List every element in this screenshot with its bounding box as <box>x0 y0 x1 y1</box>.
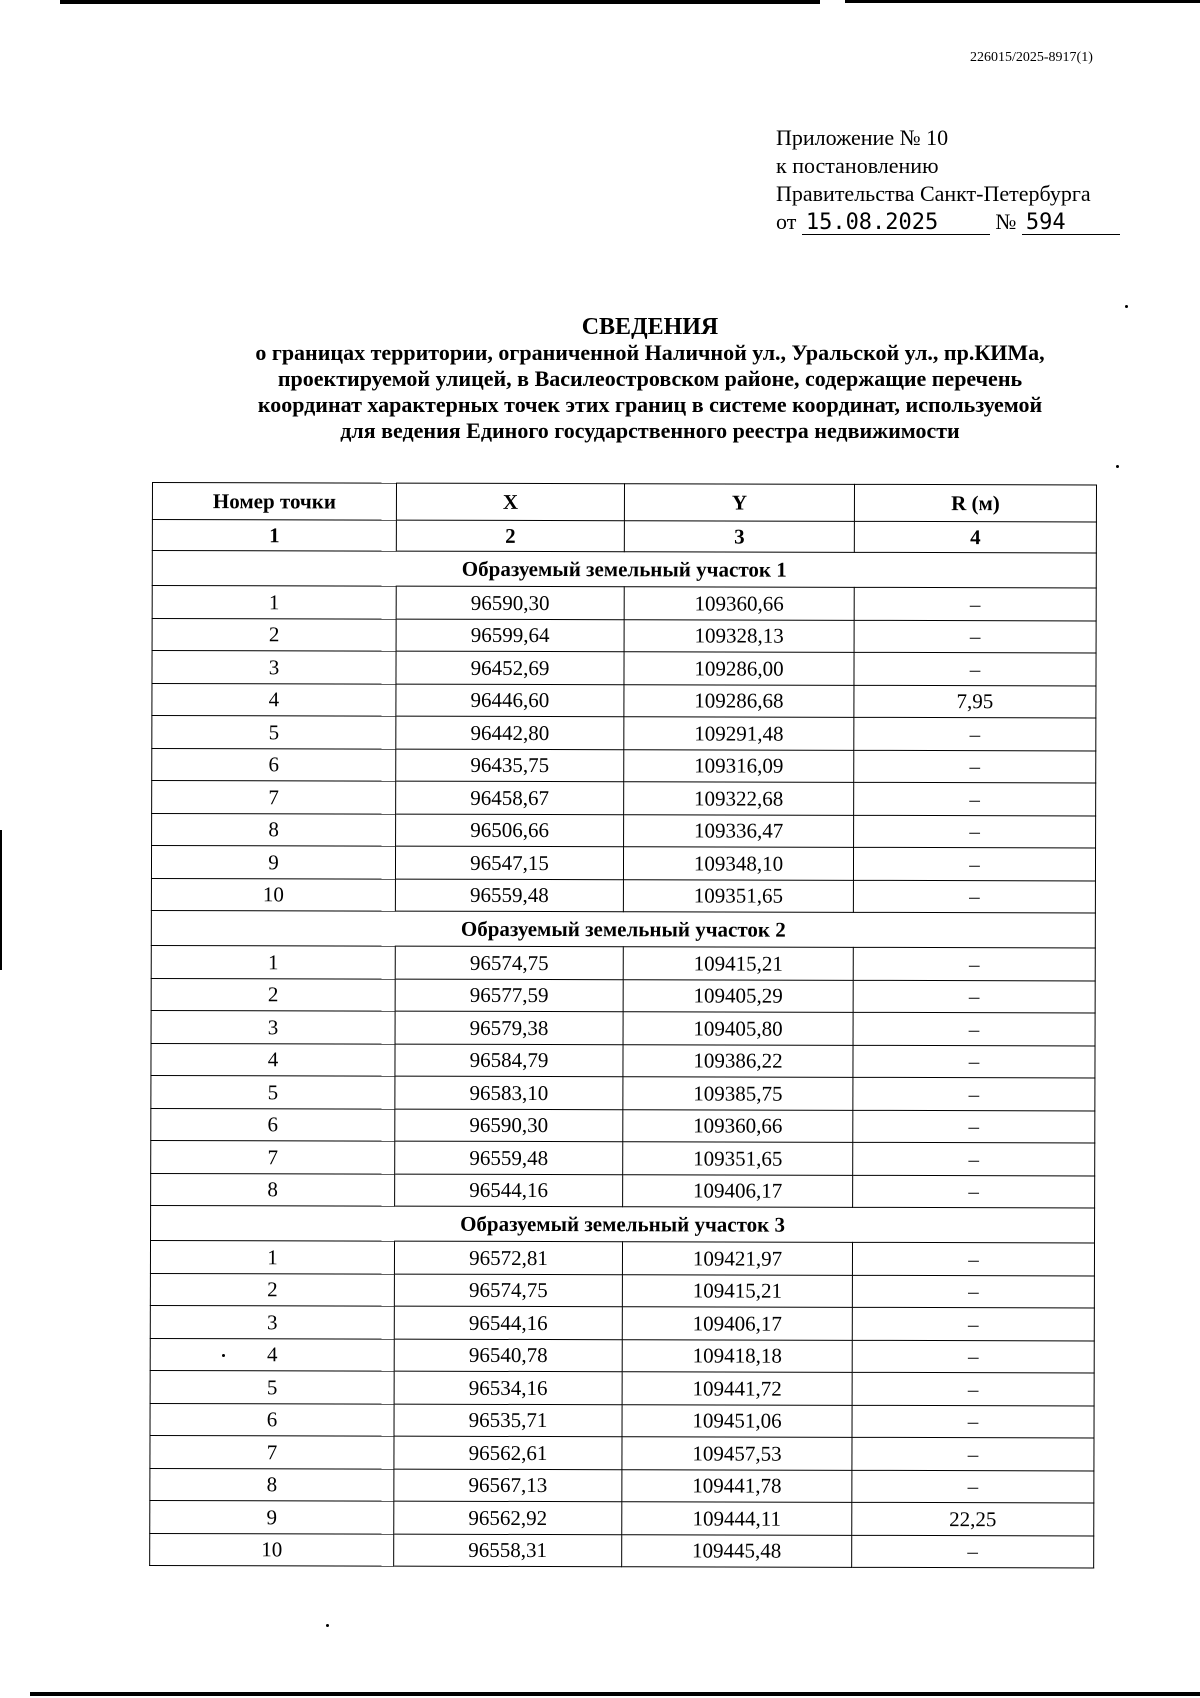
cell-radius: – <box>853 1110 1095 1143</box>
table-row <box>150 1403 1094 1438</box>
table-row <box>152 716 1096 751</box>
cell-y: 109406,17 <box>622 1307 852 1340</box>
cell-y: 109291,48 <box>624 717 854 750</box>
cell-y: 109385,75 <box>623 1077 853 1110</box>
table-row <box>151 978 1095 1013</box>
cell-point-number: 3 <box>150 1305 394 1338</box>
decree-date: 15.08.2025 <box>802 212 990 235</box>
cell-point-number: 3 <box>152 651 396 684</box>
cell-point-number: 1 <box>150 1240 394 1273</box>
table-row <box>150 1240 1094 1275</box>
cell-radius: – <box>853 947 1095 980</box>
cell-point-number: 7 <box>150 1435 394 1468</box>
cell-point-number: 7 <box>151 1140 395 1173</box>
cell-radius: – <box>852 1340 1094 1373</box>
cell-radius: – <box>854 815 1096 848</box>
table-row <box>152 748 1096 783</box>
table-row <box>151 878 1095 913</box>
title-line: координат характерных точек этих границ в системе координат, используемой <box>257 392 1043 417</box>
cell-point-number: 4 <box>150 1338 394 1371</box>
cell-radius: – <box>852 1242 1094 1275</box>
group-title: Образуемый земельный участок 2 <box>151 910 1095 947</box>
cell-y: 109405,80 <box>623 1012 853 1045</box>
table-row <box>150 1533 1094 1568</box>
cell-point-number: 1 <box>152 586 396 619</box>
cell-y: 109328,13 <box>624 619 854 652</box>
cell-radius: – <box>852 1437 1094 1470</box>
cell-y: 109286,00 <box>624 652 854 685</box>
cell-radius: – <box>852 1372 1094 1405</box>
scan-speck <box>1125 305 1128 308</box>
cell-radius: – <box>853 1077 1095 1110</box>
header-row <box>152 483 1096 522</box>
cell-point-number: 6 <box>151 1108 395 1141</box>
cell-x: 96559,48 <box>395 1141 623 1174</box>
cell-x: 96574,75 <box>394 1274 622 1307</box>
cell-radius: – <box>852 1307 1094 1340</box>
group-row <box>151 910 1095 947</box>
cell-y: 109351,65 <box>623 879 853 912</box>
header-point-number: Номер точки <box>152 483 396 521</box>
cell-radius: 22,25 <box>852 1502 1094 1535</box>
title-line: для ведения Единого государственного реестра недвижимости <box>340 418 960 443</box>
title-heading: СВЕДЕНИЯ <box>581 314 719 340</box>
cell-x: 96584,79 <box>395 1044 623 1077</box>
cell-x: 96458,67 <box>396 781 624 814</box>
cell-radius: – <box>853 847 1095 880</box>
cell-y: 109445,48 <box>622 1534 852 1567</box>
cell-y: 109405,29 <box>623 979 853 1012</box>
cell-radius: – <box>853 1012 1095 1045</box>
cell-x: 96506,66 <box>396 814 624 847</box>
cell-y: 109441,78 <box>622 1469 852 1502</box>
column-index: 1 <box>152 520 396 552</box>
cell-y: 109351,65 <box>623 1142 853 1175</box>
cell-y: 109451,06 <box>622 1404 852 1437</box>
group-title: Образуемый земельный участок 3 <box>151 1205 1095 1242</box>
appendix-date-line <box>776 208 1120 236</box>
scan-edge-top-right <box>845 0 1200 3</box>
cell-radius: – <box>854 750 1096 783</box>
table-body <box>150 551 1097 1568</box>
cell-y: 109415,21 <box>623 947 853 980</box>
cell-point-number: 5 <box>151 1075 395 1108</box>
cell-x: 96558,31 <box>394 1534 622 1567</box>
group-title: Образуемый земельный участок 1 <box>152 551 1096 588</box>
appendix-ref: к постановлению <box>776 153 939 178</box>
appendix-block <box>776 124 1120 236</box>
table-row <box>152 651 1096 686</box>
cell-radius: – <box>854 717 1096 750</box>
table-row <box>150 1273 1094 1308</box>
cell-point-number: 4 <box>151 1043 395 1076</box>
cell-point-number: 7 <box>152 781 396 814</box>
header-x: X <box>396 483 624 521</box>
scan-speck <box>1116 465 1119 468</box>
cell-y: 109386,22 <box>623 1044 853 1077</box>
cell-x: 96446,60 <box>396 684 624 717</box>
table-row <box>151 846 1095 881</box>
coordinates-table <box>149 482 1097 1568</box>
header-radius: R (м) <box>854 484 1096 522</box>
table-row <box>151 1043 1095 1078</box>
cell-x: 96559,48 <box>395 879 623 912</box>
cell-x: 96442,80 <box>396 716 624 749</box>
cell-y: 109441,72 <box>622 1372 852 1405</box>
table-row <box>152 813 1096 848</box>
scan-edge-bottom <box>30 1692 1200 1696</box>
cell-radius: – <box>854 620 1096 653</box>
cell-radius: 7,95 <box>854 685 1096 718</box>
column-index: 2 <box>396 520 624 552</box>
cell-x: 96572,81 <box>394 1241 622 1274</box>
cell-x: 96544,16 <box>395 1174 623 1207</box>
date-prefix: от <box>776 209 797 234</box>
appendix-authority: Правительства Санкт-Петербурга <box>776 181 1091 206</box>
group-row <box>151 1205 1095 1242</box>
title-line: проектируемой улицей, в Василеостровском районе, содержащие перечень <box>277 366 1023 391</box>
title-line: о границах территории, ограниченной Наличной ул., Уральской ул., пр.КИМа, <box>255 340 1045 365</box>
cell-radius: – <box>853 1045 1095 1078</box>
cell-x: 96535,71 <box>394 1404 622 1437</box>
cell-y: 109418,18 <box>622 1339 852 1372</box>
table-row <box>150 1500 1094 1535</box>
cell-radius: – <box>852 1275 1094 1308</box>
cell-point-number: 9 <box>150 1500 394 1533</box>
cell-y: 109406,17 <box>623 1174 853 1207</box>
table-row <box>150 1305 1094 1340</box>
cell-x: 96567,13 <box>394 1469 622 1502</box>
table-row <box>151 1140 1095 1175</box>
cell-point-number: 2 <box>151 978 395 1011</box>
scan-speck <box>326 1624 329 1627</box>
cell-x: 96534,16 <box>394 1371 622 1404</box>
cell-radius: – <box>853 880 1095 913</box>
table-row <box>151 1010 1095 1045</box>
cell-point-number: 5 <box>152 716 396 749</box>
coordinates-table-wrapper <box>149 482 1096 1568</box>
table-row <box>152 618 1096 653</box>
cell-x: 96547,15 <box>395 846 623 879</box>
cell-x: 96540,78 <box>394 1339 622 1372</box>
cell-point-number: 10 <box>151 878 395 911</box>
cell-y: 109286,68 <box>624 684 854 717</box>
cell-radius: – <box>853 980 1095 1013</box>
cell-x: 96599,64 <box>396 619 624 652</box>
cell-point-number: 6 <box>150 1403 394 1436</box>
cell-point-number: 10 <box>150 1533 394 1566</box>
cell-y: 109360,66 <box>623 1109 853 1142</box>
cell-x: 96562,92 <box>394 1501 622 1534</box>
cell-point-number: 8 <box>150 1468 394 1501</box>
cell-x: 96544,16 <box>394 1306 622 1339</box>
table-row <box>150 1338 1094 1373</box>
cell-x: 96562,61 <box>394 1436 622 1469</box>
cell-point-number: 4 <box>152 683 396 716</box>
cell-x: 96583,10 <box>395 1076 623 1109</box>
cell-y: 109415,21 <box>622 1274 852 1307</box>
scan-edge-left <box>0 830 2 970</box>
cell-y: 109360,66 <box>624 587 854 620</box>
cell-y: 109348,10 <box>623 847 853 880</box>
decree-number: 594 <box>1022 212 1120 235</box>
column-index: 3 <box>624 521 854 553</box>
cell-point-number: 2 <box>150 1273 394 1306</box>
table-row <box>150 1370 1094 1405</box>
table-row <box>151 1075 1095 1110</box>
appendix-title: Приложение № 10 <box>776 125 949 150</box>
cell-radius: – <box>854 587 1096 620</box>
cell-y: 109322,68 <box>624 782 854 815</box>
cell-y: 109316,09 <box>624 749 854 782</box>
cell-point-number: 2 <box>152 618 396 651</box>
cell-x: 96590,30 <box>395 1109 623 1142</box>
cell-y: 109444,11 <box>622 1502 852 1535</box>
cell-point-number: 1 <box>151 945 395 978</box>
cell-radius: – <box>853 1175 1095 1208</box>
cell-y: 109457,53 <box>622 1437 852 1470</box>
cell-radius: – <box>854 652 1096 685</box>
cell-point-number: 6 <box>152 748 396 781</box>
column-index: 4 <box>854 521 1096 553</box>
scan-edge-top-left <box>60 0 820 4</box>
table-row <box>152 781 1096 816</box>
cell-x: 96435,75 <box>396 749 624 782</box>
table-row <box>152 683 1096 718</box>
cell-x: 96574,75 <box>395 946 623 979</box>
cell-x: 96452,69 <box>396 651 624 684</box>
table-row <box>150 1435 1094 1470</box>
table-row <box>150 1468 1094 1503</box>
cell-y: 109336,47 <box>624 814 854 847</box>
cell-point-number: 3 <box>151 1010 395 1043</box>
cell-x: 96577,59 <box>395 979 623 1012</box>
number-prefix: № <box>995 209 1017 234</box>
cell-radius: – <box>852 1470 1094 1503</box>
table-row <box>152 586 1096 621</box>
cell-point-number: 8 <box>151 1173 395 1206</box>
cell-radius: – <box>853 1142 1095 1175</box>
cell-point-number: 5 <box>150 1370 394 1403</box>
cell-x: 96590,30 <box>396 586 624 619</box>
cell-radius: – <box>852 1405 1094 1438</box>
cell-y: 109421,97 <box>622 1242 852 1275</box>
cell-point-number: 8 <box>152 813 396 846</box>
header-y: Y <box>624 484 854 522</box>
document-number: 226015/2025-8917(1) <box>970 50 1093 65</box>
table-row <box>151 945 1095 980</box>
cell-radius: – <box>854 782 1096 815</box>
column-index-row <box>152 520 1096 553</box>
cell-x: 96579,38 <box>395 1011 623 1044</box>
table-row <box>151 1173 1095 1208</box>
cell-point-number: 9 <box>151 846 395 879</box>
table-row <box>151 1108 1095 1143</box>
cell-radius: – <box>852 1535 1094 1568</box>
document-title <box>150 314 1150 444</box>
group-row <box>152 551 1096 588</box>
